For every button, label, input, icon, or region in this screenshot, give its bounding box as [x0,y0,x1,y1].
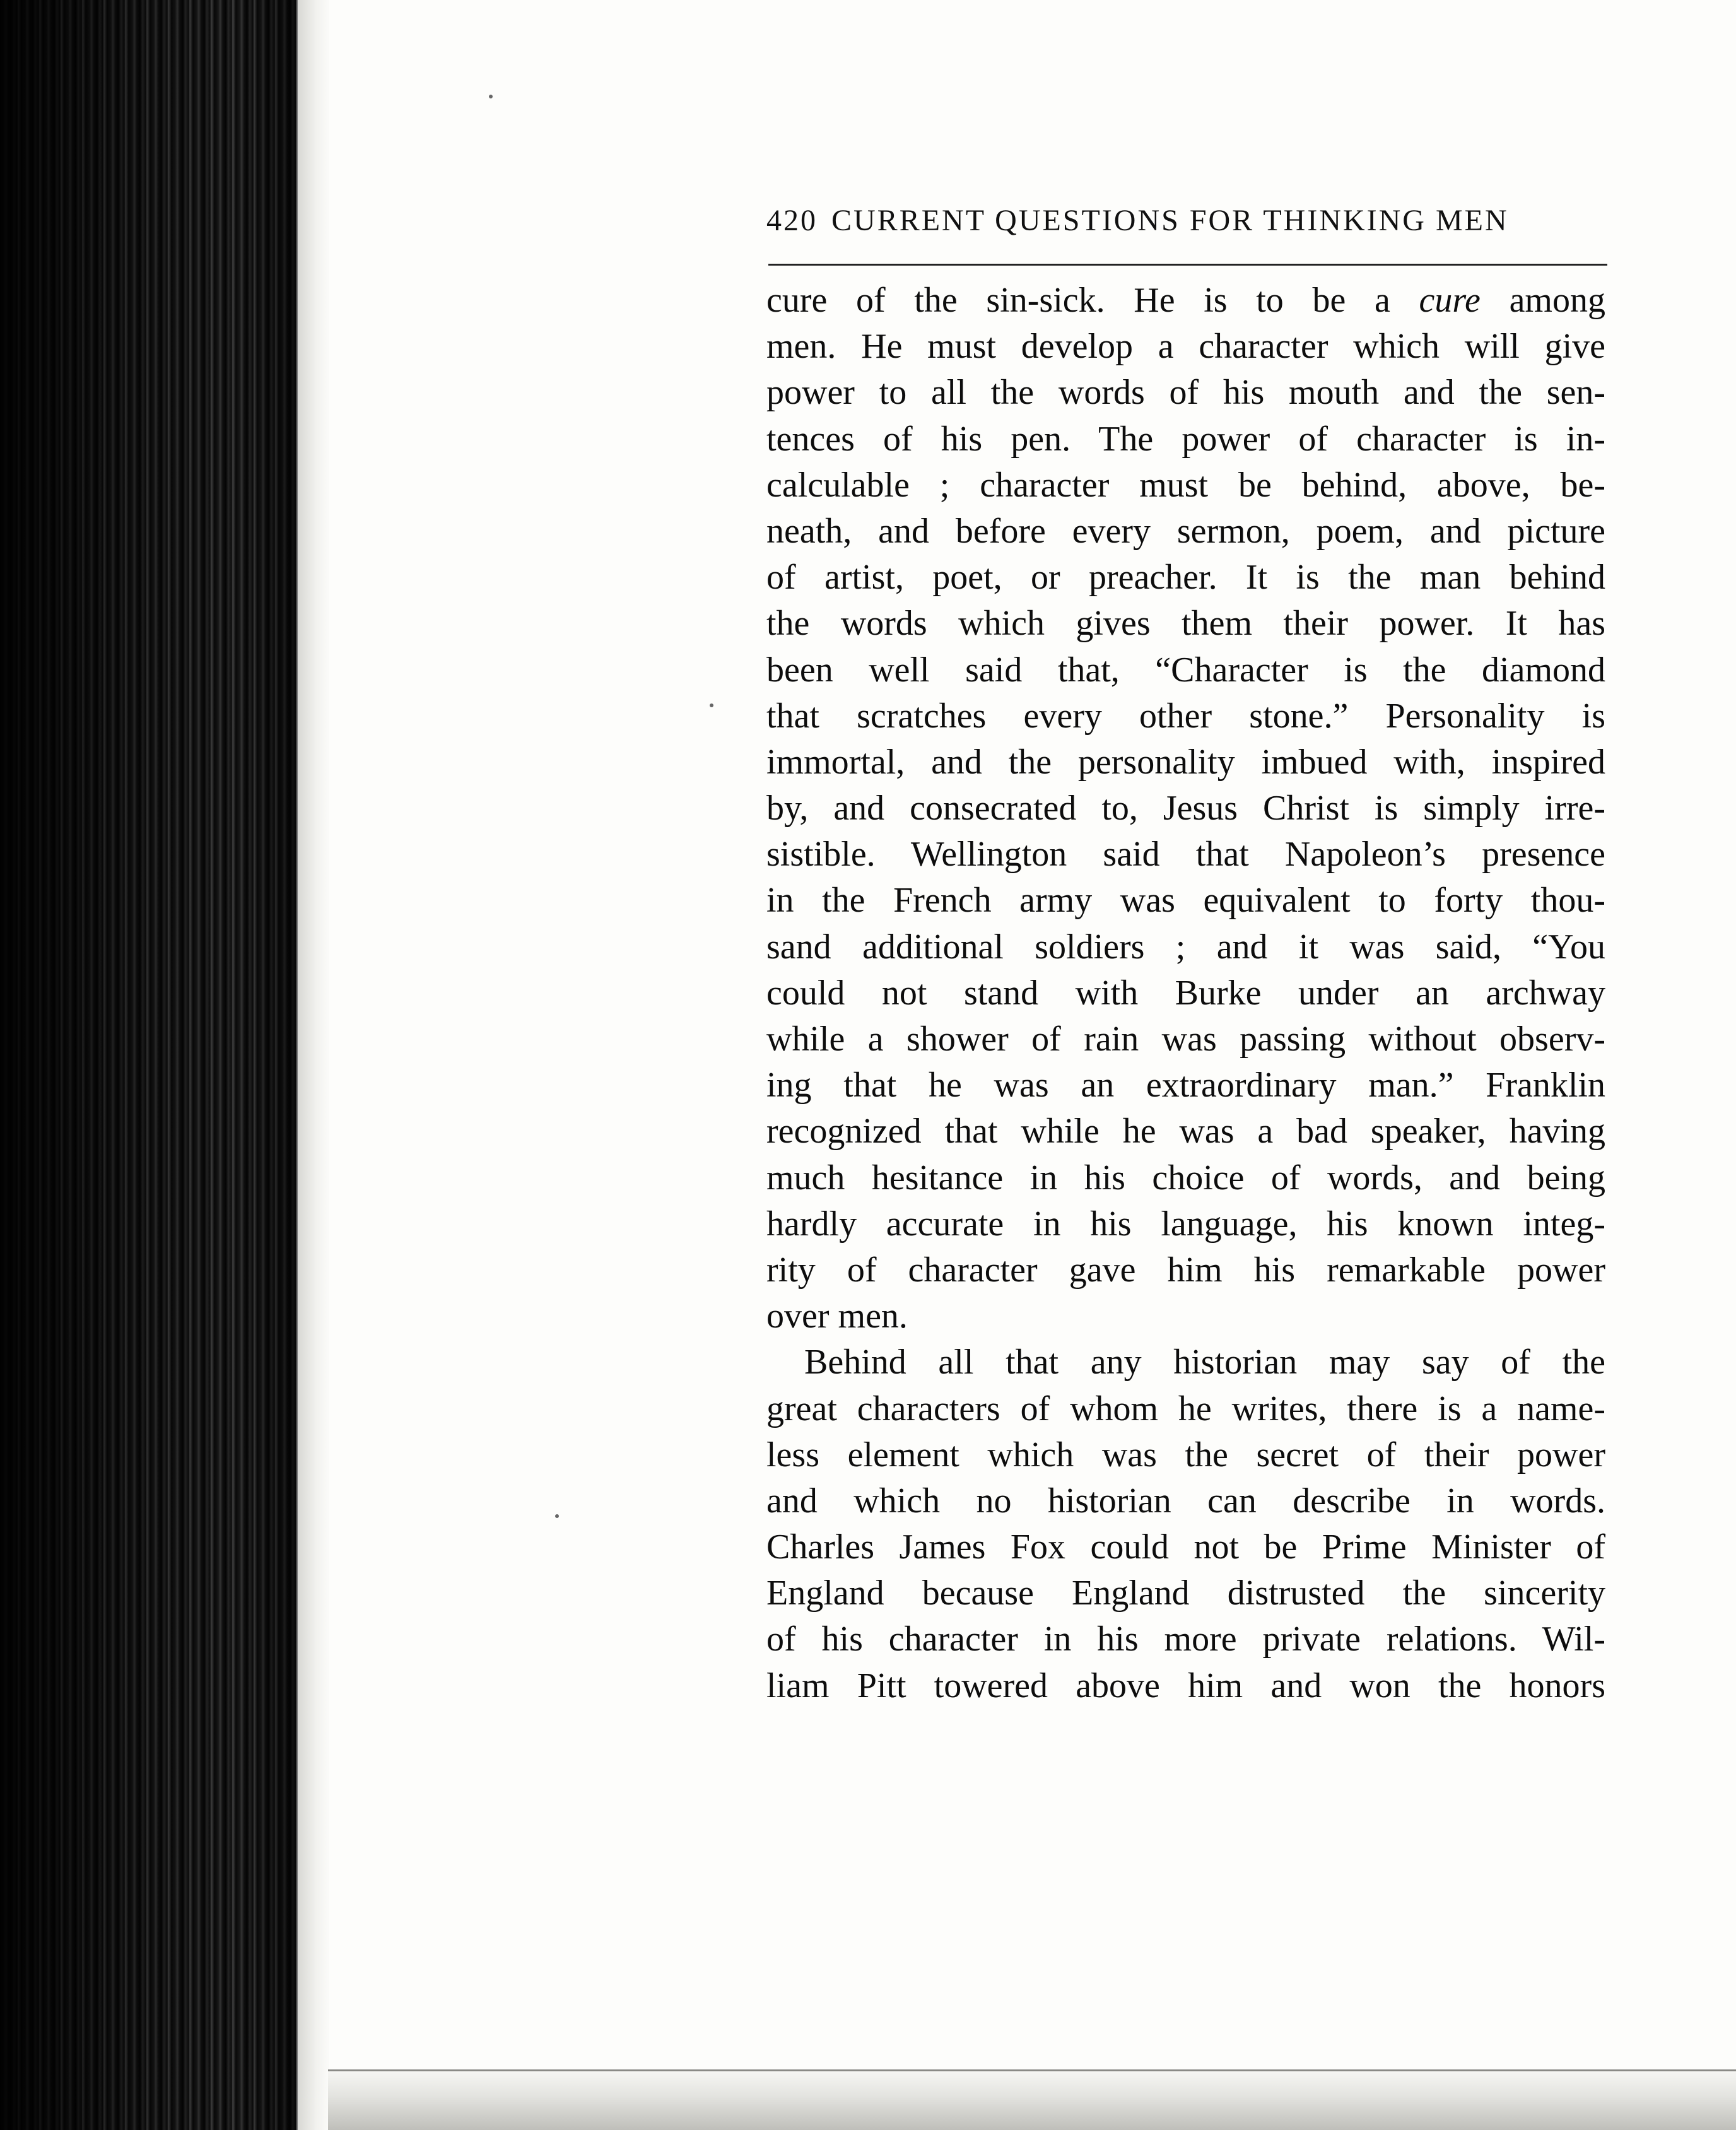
text-line: England because England distrusted the sincerity [766,1574,1605,1613]
running-head [766,203,1605,238]
body-text [766,278,1605,1709]
text-line: great characters of whom he writes, there is a name- [766,1389,1605,1428]
text-line: of artist, poet, or preacher. It is the man behind [766,558,1605,597]
scan-speck [489,95,493,98]
text-line: sand additional soldiers ; and it was said, “You [766,927,1605,967]
text-line: over men. [766,1297,908,1336]
text-line: the words which gives them their power. It has [766,604,1605,644]
header-rule [768,264,1607,266]
text-line: Behind all that any historian may say of the [804,1343,1605,1382]
text-line: of his character in his more private relations. Wil- [766,1620,1605,1659]
text-line: much hesitance in his choice of words, and being [766,1158,1605,1197]
text-line: that scratches every other stone.” Personality is [766,696,1605,736]
paragraph [766,278,1605,1339]
text-line: while a shower of rain was passing without observ- [766,1020,1605,1059]
text-line: liam Pitt towered above him and won the honors [766,1666,1605,1705]
page-gutter [296,0,329,2130]
paragraph [766,1339,1605,1709]
text-line: been well said that, “Character is the diamond [766,650,1605,690]
text-line: rity of character gave him his remarkable power [766,1250,1605,1290]
text-line: Charles James Fox could not be Prime Minister of [766,1527,1605,1567]
page-number: 420 [766,204,818,237]
scan-speck [710,703,713,707]
text-line: recognized that while he was a bad speaker, having [766,1112,1605,1151]
text-line: by, and consecrated to, Jesus Christ is simply irre- [766,789,1605,828]
scan-speck [555,1514,559,1518]
text-line: less element which was the secret of their power [766,1435,1605,1474]
text-line: in the French army was equivalent to forty thou- [766,881,1605,921]
text-line: and which no historian can describe in words. [766,1481,1605,1521]
page-bottom-edge [328,2069,1736,2130]
text-line: could not stand with Burke under an archway [766,973,1605,1013]
text-line: power to all the words of his mouth and the sen- [766,373,1605,413]
text-line: men. He must develop a character which will give [766,327,1605,367]
text-line: calculable ; character must be behind, above, be- [766,465,1605,505]
text-line: sistible. Wellington said that Napoleon’s presence [766,835,1605,874]
running-title: CURRENT QUESTIONS FOR THINKING MEN [831,204,1509,237]
text-line: ing that he was an extraordinary man.” Franklin [766,1066,1605,1105]
text-line: tences of his pen. The power of character is in- [766,419,1605,459]
text-line: hardly accurate in his language, his known integ- [766,1204,1605,1244]
book-edge [0,0,296,2130]
text-line: neath, and before every sermon, poem, and picture [766,511,1605,551]
text-line: cure of the sin-sick. He is to be a cure among [766,281,1605,320]
text-line: immortal, and the personality imbued with, inspired [766,742,1605,782]
